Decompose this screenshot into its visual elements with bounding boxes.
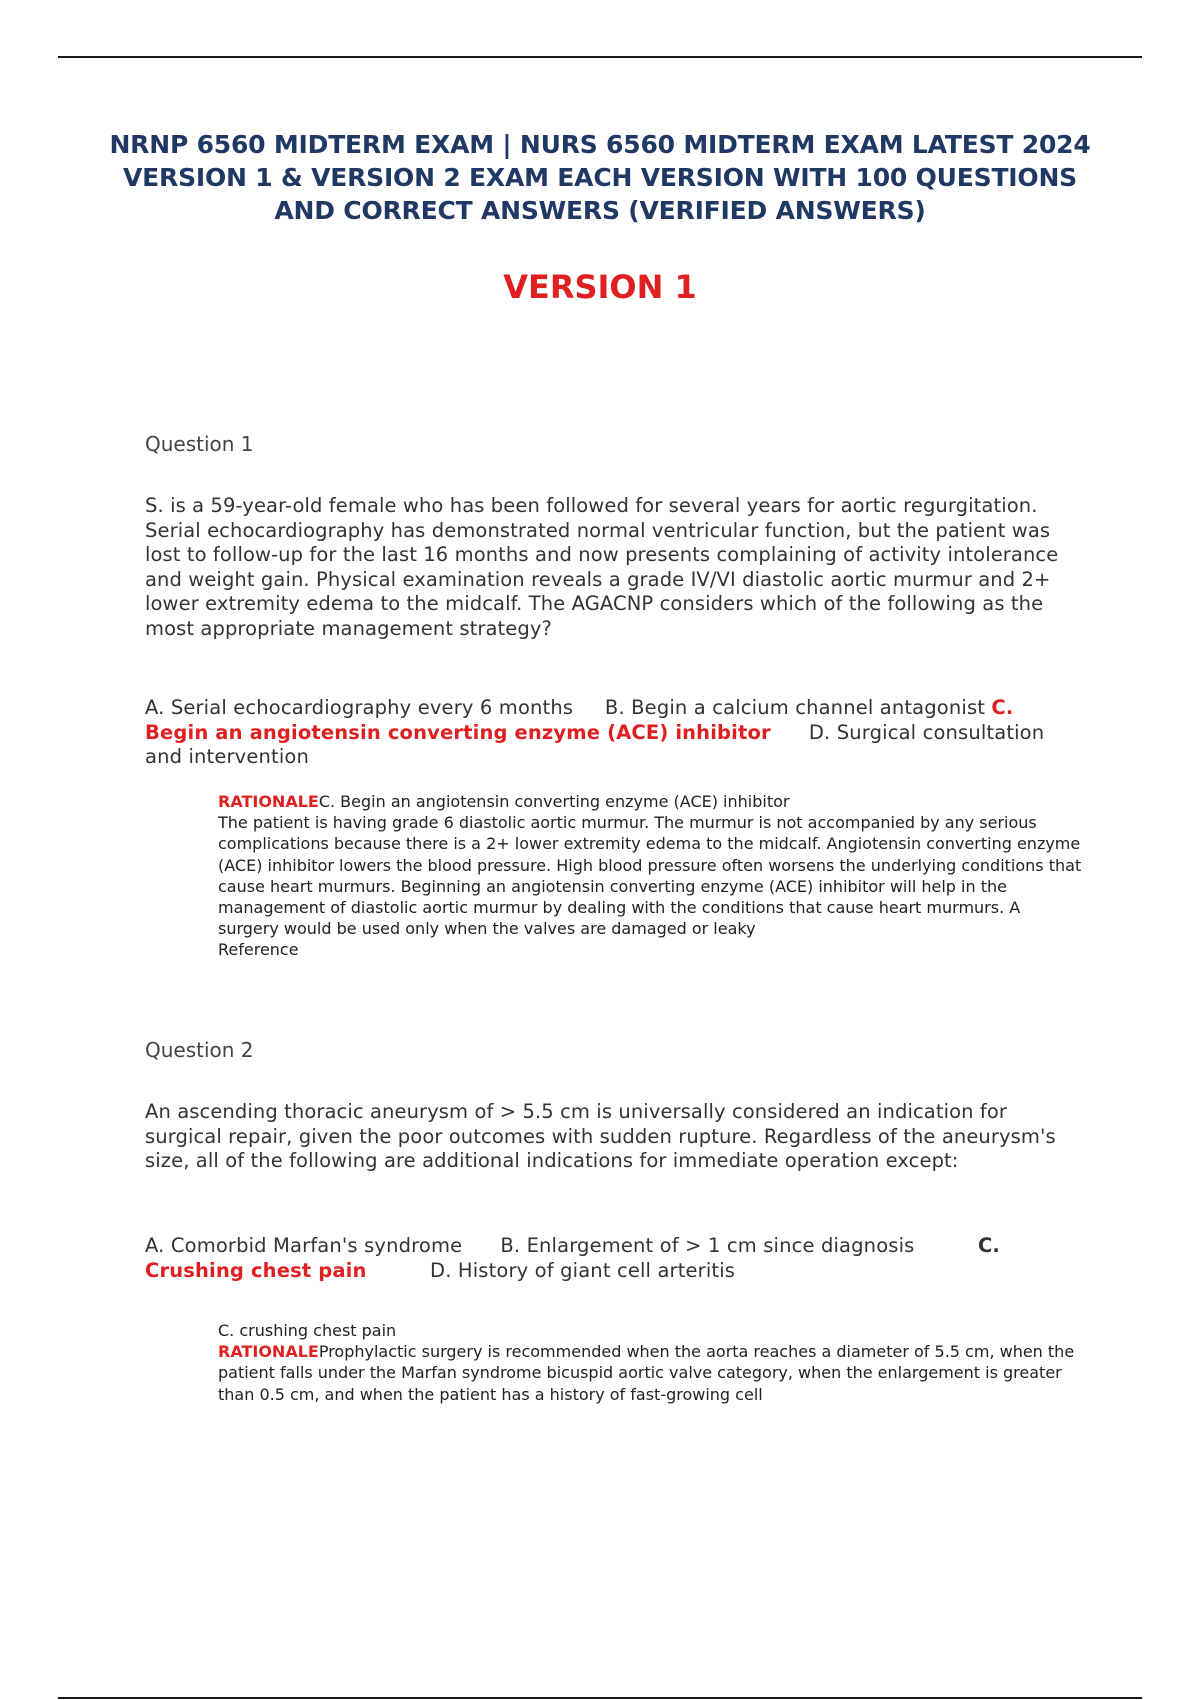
q2-choice-d: D. History of giant cell arteritis [430, 1258, 736, 1282]
question-1-rationale [218, 791, 1083, 961]
q1-choice-b: B. Begin a calcium channel antagonist [604, 696, 986, 719]
q2-choice-c-letter: C. [977, 1234, 1000, 1257]
document-title: NRNP 6560 MIDTERM EXAM | NURS 6560 MIDTERM EXAM LATEST 2024 VERSION 1 & VERSION 2 EXAM EACH VERSION WITH 100 QUESTIONS AND CORRECT ANSWERS (VERIFIED ANSWERS) [109, 130, 1091, 225]
q2-rationale-label: RATIONALE [218, 1342, 319, 1362]
question-1-choices [145, 696, 1080, 770]
bottom-rule [58, 1697, 1142, 1699]
q1-choice-c-correct: C. Begin an angiotensin converting enzyme (ACE) inhibitor [145, 696, 1014, 744]
q1-rationale-text: The patient is having grade 6 diastolic aortic murmur. The murmur is not accompanied by any serious complications because there is a 2+ lower extremity edema to the midcalf. Angiotensin converting enzyme (ACE) inhibitor lowers the blood pressure. High blood pressure often worsens the underlying conditions that cause heart murmurs. Beginning an angiotensin converting enzyme (ACE) inhibitor will help in the management of diastolic aortic murmur by dealing with the conditions that cause heart murmurs. A surgery would be used only when the valves are damaged or leaky [218, 813, 1082, 939]
question-2-stem: An ascending thoracic aneurysm of > 5.5 cm is universally considered an indication for surgical repair, given the poor outcomes with sudden rupture. Regardless of the aneurysm's size, all of the following are additional indications for immediate operation except: [145, 1100, 1056, 1172]
q1-reference: Reference [218, 940, 299, 960]
question-1-label: Question 1 [145, 432, 254, 456]
q1-rationale-label: RATIONALE [218, 792, 319, 811]
q1-choice-d: D. Surgical consultation and intervention [145, 720, 1045, 768]
q1-choice-a: A. Serial echocardiography every 6 months [145, 696, 574, 719]
q2-choice-a: A. Comorbid Marfan's syndrome [145, 1234, 463, 1257]
top-rule [58, 56, 1142, 58]
version-heading: VERSION 1 [503, 268, 697, 306]
question-1-stem: S. is a 59-year-old female who has been followed for several years for aortic regurgitation. Serial echocardiography has demonstrated normal ventricular function, but the patient was lost to follow-up for the last 16 months and now presents complaining of activity intolerance and weight gain. Physical examination reveals a grade IV/VI diastolic aortic murmur and 2+ lower extremity edema to the midcalf. The AGACNP considers which of the following as the most appropriate management strategy? [145, 494, 1059, 640]
q2-choice-b: B. Enlargement of > 1 cm since diagnosis [500, 1234, 915, 1257]
question-2-choices [145, 1234, 1080, 1283]
q1-rationale-answer: C. Begin an angiotensin converting enzyme (ACE) inhibitor [318, 792, 790, 811]
question-2-rationale [218, 1320, 1083, 1405]
q2-rationale-text: Prophylactic surgery is recommended when the aorta reaches a diameter of 5.5 cm, when the patient falls under the Marfan syndrome bicuspid aortic valve category, when the enlargement is greater than 0.5 cm, and when the patient has a history of fast-growing cell [218, 1342, 1075, 1404]
q2-answer-line: C. crushing chest pain [218, 1321, 397, 1340]
question-2-label: Question 2 [145, 1038, 254, 1062]
q2-choice-c-correct: Crushing chest pain [145, 1258, 367, 1282]
